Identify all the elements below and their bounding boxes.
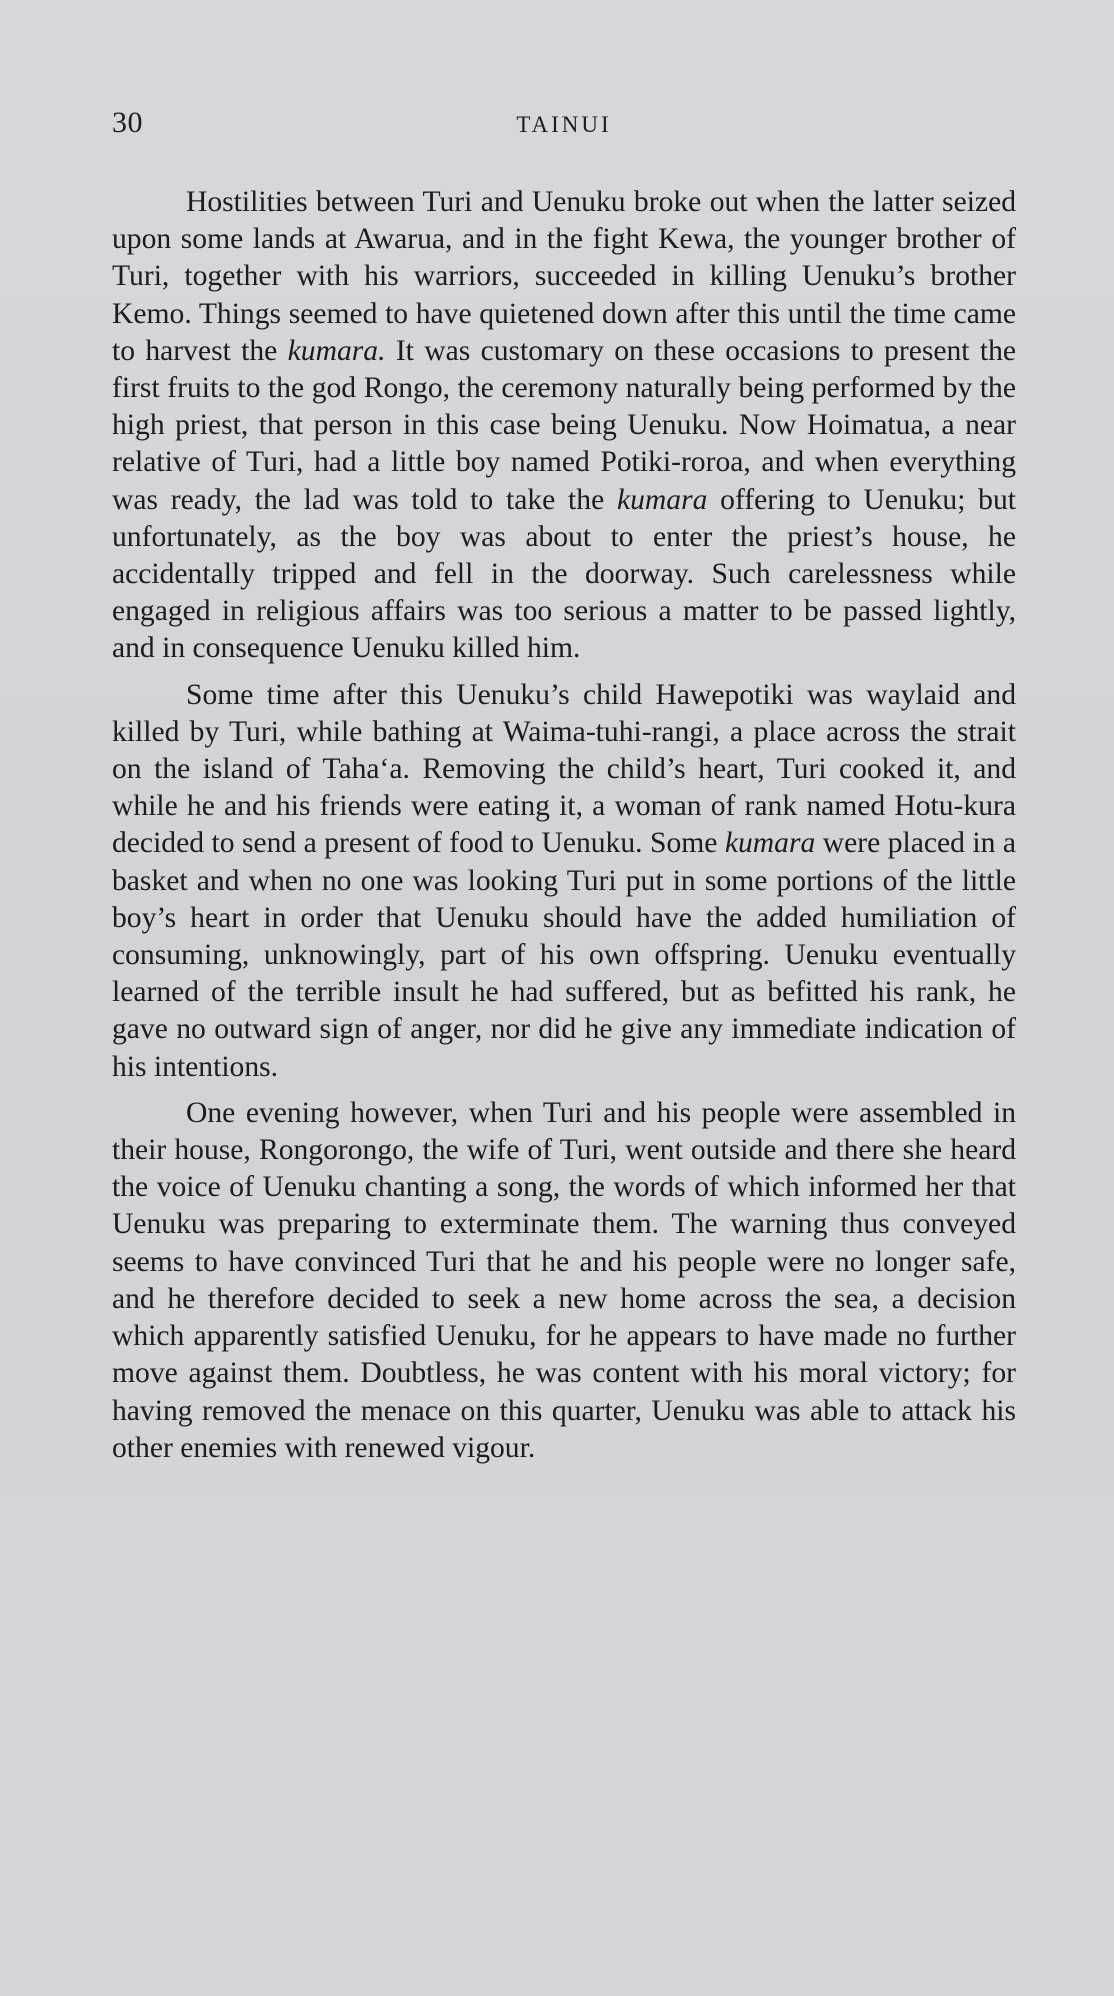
text-segment: One evening however, when Turi and his people were assembled in their house, Rongorongo, the wife of Turi, went outside and there she heard the voice of Uenuku chanting a song, the words of which informed her that Uenuku was preparing to exterminate them. The warning thus conveyed seems to have convinced Turi that he and his people were no longer safe, and he therefore decided to seek a new home across the sea, a decision which apparently satisfied Uenuku, for he appears to have made no further move against them. Doubtless, he was content with his moral victory; for having removed the menace on this quarter, Uenuku was able to attack his other enemies with renewed vigour. xyxy=(112,1096,1016,1464)
text-segment: It was customary on these occasions to present the first fruits to the god Rongo, the ceremony naturally being performed by the high priest, that person in this case being Uenuku. Now Hoimatua, a near relative of Turi, had a little boy named Potiki-roroa, and when everything was ready, the lad was told to take the xyxy=(112,334,1016,516)
paragraph-2 xyxy=(112,677,1016,1086)
running-head xyxy=(112,106,1016,146)
text-segment: Hostilities between Turi and Uenuku broke out when the latter seized upon some lands at Awarua, and in the fight Kewa, the younger brother of Turi, together with his warriors, succeeded in killing Uenuku’s brother Kemo. Things seemed to have quietened down after this until the time came to harvest the xyxy=(112,186,1016,367)
italic-term-kumara: kumara xyxy=(724,827,816,860)
text-segment: were placed in a basket and when no one was looking Turi put in some portions of the little boy’s heart in order that Uenuku should have the added humiliation of consuming, unknowingly, part of his own offspring. Uenuku eventually learned of the terrible insult he had suffered, but as befitted his rank, he gave no outward sign of anger, nor did he give any immediate indication of his intentions. xyxy=(112,827,1016,1083)
page-number: 30 xyxy=(112,106,143,139)
body-text xyxy=(112,184,1016,1467)
italic-term-kumara: kumara xyxy=(616,483,708,516)
running-title: TAINUI xyxy=(516,112,612,137)
paragraph-3 xyxy=(112,1095,1016,1467)
text-segment: Some time after this Uenuku’s child Hawepotiki was waylaid and killed by Turi, while bathing at Waima-tuhi-rangi, a place across the strait on the island of Taha‘a. Removing the child’s heart, Turi cooked it, and while he and his friends were eating it, a woman of rank named Hotu-kura decided to send a present of food to Uenuku. Some xyxy=(112,678,1016,860)
paragraph-1 xyxy=(112,184,1016,668)
text-segment: offering to Uenuku; but unfortunately, as the boy was about to enter the priest’s house, he accidentally tripped and fell in the doorway. Such carelessness while engaged in religious affairs was too serious a matter to be passed lightly, and in consequence Uenuku killed him. xyxy=(112,483,1016,665)
italic-term-kumara: kumara. xyxy=(287,334,386,367)
